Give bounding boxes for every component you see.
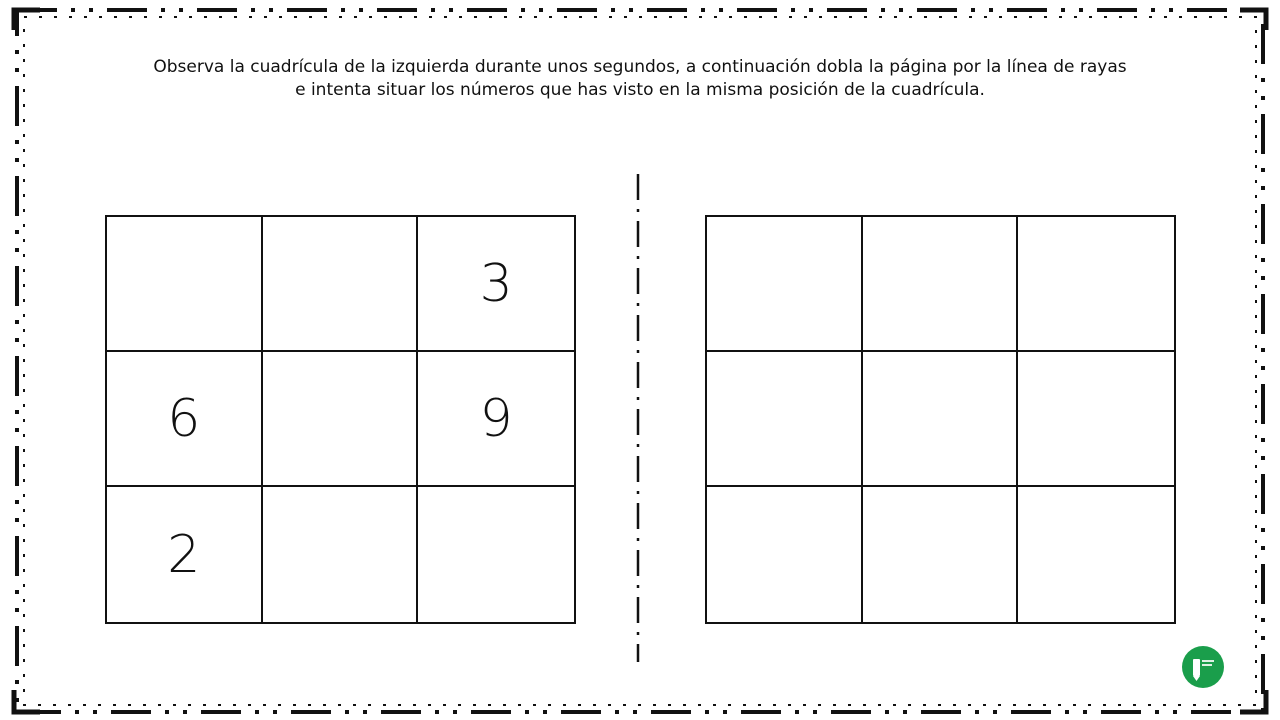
left-cell-r1-c2 <box>263 217 419 352</box>
right-cell-r2-c1[interactable] <box>707 352 863 487</box>
left-cell-r2-c2 <box>263 352 419 487</box>
left-cell-r2-c1: 6 <box>107 352 263 487</box>
right-cell-r2-c3[interactable] <box>1018 352 1174 487</box>
green-circle-pencil-logo-icon <box>1181 645 1225 689</box>
instructions-text <box>100 56 1180 102</box>
instructions-line-2: e intenta situar los números que has visto en la misma posición de la cuadrícula. <box>295 80 985 100</box>
left-cell-r1-c1 <box>107 217 263 352</box>
left-cell-r3-c3 <box>418 487 574 622</box>
right-cell-r1-c1[interactable] <box>707 217 863 352</box>
right-cell-r3-c1[interactable] <box>707 487 863 622</box>
right-cell-r1-c2[interactable] <box>863 217 1019 352</box>
left-cell-r3-c1: 2 <box>107 487 263 622</box>
right-cell-r1-c3[interactable] <box>1018 217 1174 352</box>
memory-grid-left <box>105 215 576 624</box>
right-cell-r3-c3[interactable] <box>1018 487 1174 622</box>
left-cell-r1-c3: 3 <box>418 217 574 352</box>
memory-grid-right <box>705 215 1176 624</box>
fold-line <box>630 172 646 664</box>
left-cell-r3-c2 <box>263 487 419 622</box>
right-cell-r2-c2[interactable] <box>863 352 1019 487</box>
right-cell-r3-c2[interactable] <box>863 487 1019 622</box>
instructions-line-1: Observa la cuadrícula de la izquierda durante unos segundos, a continuación dobla la página por la línea de rayas <box>153 57 1127 77</box>
left-cell-r2-c3: 9 <box>418 352 574 487</box>
